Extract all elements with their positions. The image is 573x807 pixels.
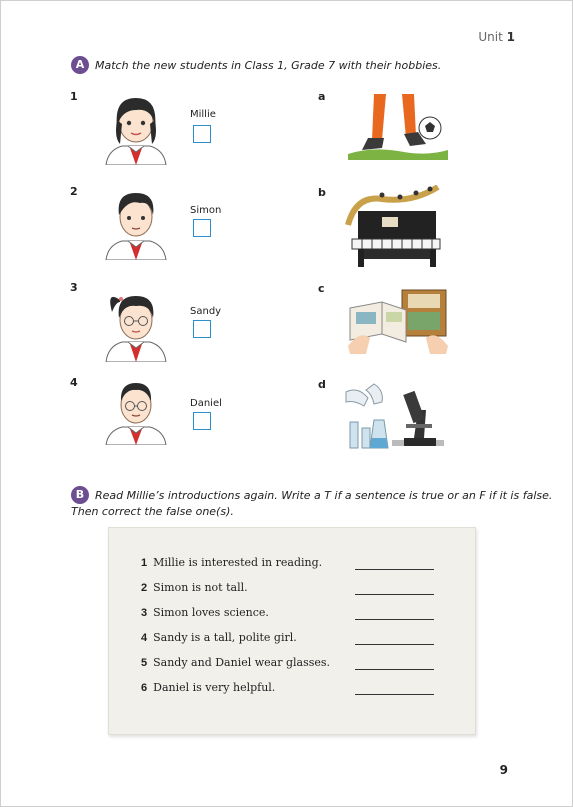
- piano-icon: [342, 185, 444, 269]
- statement-4: 4 Sandy is a tall, polite girl.: [141, 631, 297, 644]
- statement-5: 5 Sandy and Daniel wear glasses.: [141, 656, 331, 669]
- answer-box-simon[interactable]: [193, 219, 211, 237]
- student-name-simon: Simon: [190, 205, 222, 216]
- student-number-3: 3: [70, 281, 78, 294]
- hobby-letter-d: d: [318, 378, 326, 391]
- answer-line-1[interactable]: [355, 569, 434, 570]
- section-a-instruction: Match the new students in Class 1, Grade 7 with their hobbies.: [95, 59, 442, 72]
- millie-portrait-icon: [100, 90, 172, 165]
- books-icon: [346, 286, 450, 356]
- section-a-badge: A: [71, 56, 89, 74]
- answer-line-2[interactable]: [355, 594, 434, 595]
- hobby-letter-a: a: [318, 90, 326, 103]
- section-b-instruction-line1: Read Millie’s introductions again. Write a T if a sentence is true or an F if it is false.: [95, 489, 553, 502]
- statement-6: 6 Daniel is very helpful.: [141, 681, 276, 694]
- statement-2: 2 Simon is not tall.: [141, 581, 248, 594]
- sandy-portrait-icon: [100, 284, 172, 362]
- section-b-badge: B: [71, 486, 89, 504]
- section-b-instruction-line2: Then correct the false one(s).: [71, 505, 234, 518]
- simon-portrait-icon: [100, 185, 172, 260]
- daniel-portrait-icon: [100, 375, 172, 445]
- microscope-icon: [344, 382, 446, 452]
- page-number: 9: [499, 763, 508, 777]
- answer-box-daniel[interactable]: [193, 412, 211, 430]
- answer-line-4[interactable]: [355, 644, 434, 645]
- answer-box-millie[interactable]: [193, 125, 211, 143]
- student-number-4: 4: [70, 376, 78, 389]
- student-name-sandy: Sandy: [190, 306, 222, 317]
- student-name-daniel: Daniel: [190, 398, 222, 409]
- answer-line-3[interactable]: [355, 619, 434, 620]
- student-name-millie: Millie: [190, 109, 216, 120]
- answer-line-5[interactable]: [355, 669, 434, 670]
- statement-3: 3 Simon loves science.: [141, 606, 269, 619]
- statement-1: 1 Millie is interested in reading.: [141, 556, 323, 569]
- unit-label: Unit 1: [478, 30, 515, 44]
- answer-line-6[interactable]: [355, 694, 434, 695]
- hobby-letter-b: b: [318, 186, 326, 199]
- hobby-letter-c: c: [318, 282, 325, 295]
- student-number-2: 2: [70, 185, 78, 198]
- answer-box-sandy[interactable]: [193, 320, 211, 338]
- football-icon: [344, 92, 450, 164]
- student-number-1: 1: [70, 90, 78, 103]
